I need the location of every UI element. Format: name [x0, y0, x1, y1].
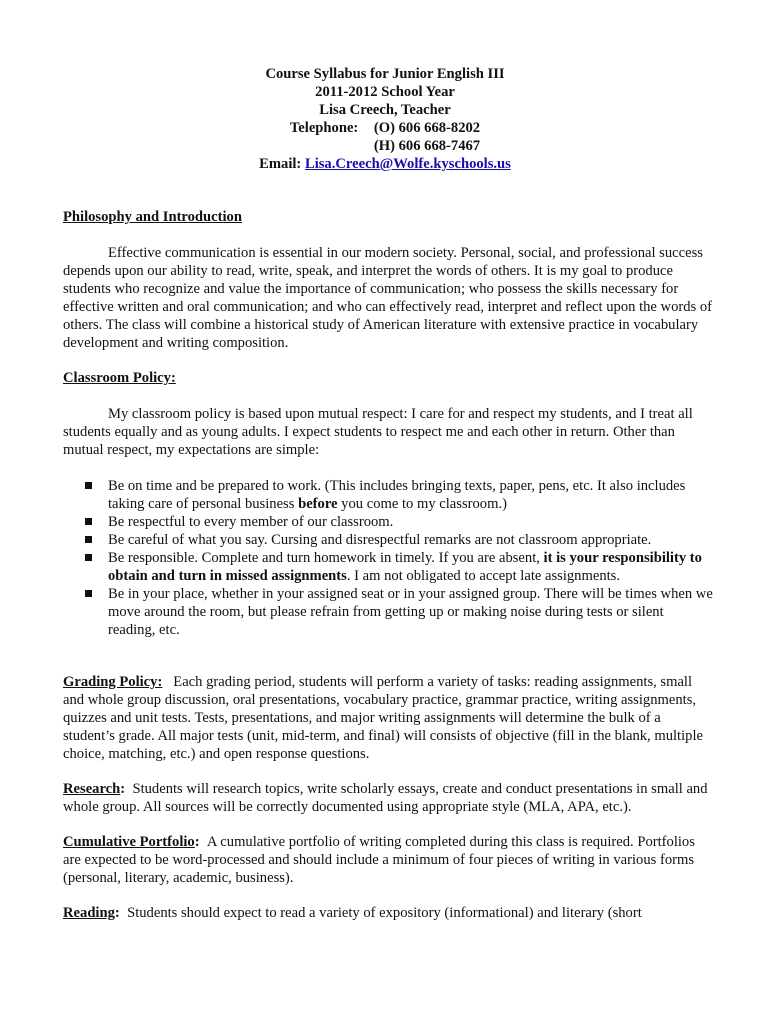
office-phone: (O) 606 668-8202 — [373, 120, 481, 136]
classroom-section — [63, 369, 713, 639]
list-item: Be on time and be prepared to work. (This includes bringing texts, paper, pens, etc. It also includes taking care of personal business before you come to my classroom.) — [63, 477, 713, 513]
square-bullet-icon — [85, 518, 92, 525]
classroom-heading: Classroom Policy: — [63, 370, 176, 386]
reading-heading: Reading — [63, 905, 115, 921]
research-text: Students will research topics, write scholarly essays, create and conduct presentations in small and whole group. All sources will be correctly documented using appropriate style (MLA, APA, etc.). — [63, 781, 708, 815]
square-bullet-icon — [85, 482, 92, 489]
telephone-label: Telephone: — [289, 120, 359, 136]
telephone-block — [0, 119, 770, 155]
square-bullet-icon — [85, 536, 92, 543]
home-phone: (H) 606 668-7467 — [373, 138, 481, 154]
classroom-text: My classroom policy is based upon mutual respect: I care for and respect my students, and I treat all students equally and as young adults. I expect students to respect me and each other in return. Other than mutual respect, my expectations are simple: — [63, 406, 693, 458]
list-item: Be careful of what you say. Cursing and disrespectful remarks are not classroom appropriate. — [63, 531, 713, 549]
school-year: 2011-2012 School Year — [315, 84, 455, 100]
syllabus-header — [0, 65, 770, 173]
research-section: Research: Students will research topics, write scholarly essays, create and conduct presentations in small and whole group. All sources will be correctly documented using appropriate style (MLA, APA, etc.). — [63, 781, 708, 815]
research-heading: Research — [63, 781, 121, 797]
grading-heading: Grading Policy: — [63, 674, 163, 690]
reading-text: Students should expect to read a variety of expository (informational) and literary (short — [127, 905, 642, 921]
email-link[interactable]: Lisa.Creech@Wolfe.kyschools.us — [304, 156, 511, 172]
portfolio-section: Cumulative Portfolio: A cumulative portfolio of writing completed during this class is required. Portfolios are expected to be word-processed and should include a minimum of four pieces of writing in various forms (personal, literary, academic, business). — [63, 834, 695, 886]
email-label: Email: — [259, 156, 302, 172]
list-item: Be responsible. Complete and turn homework in timely. If you are absent, it is your responsibility to obtain and turn in missed assignments. I am not obligated to accept late assignments. — [63, 549, 713, 585]
list-item: Be respectful to every member of our classroom. — [63, 513, 713, 531]
expectations-list — [63, 477, 713, 639]
square-bullet-icon — [85, 554, 92, 561]
reading-section: Reading: Students should expect to read a variety of expository (informational) and literary (short — [63, 905, 642, 921]
list-item: Be in your place, whether in your assigned seat or in your assigned group. There will be times when we move around the room, but please refrain from getting up or making noise during tests or silent reading, etc. — [63, 585, 713, 639]
grading-section — [63, 673, 713, 763]
teacher-name: Lisa Creech, Teacher — [319, 102, 451, 118]
email-line — [0, 155, 770, 173]
philosophy-text: Effective communication is essential in our modern society. Personal, social, and professional success depends upon our ability to read, write, speak, and interpret the words of others. It is my goal to produce students who recognize and value the importance of communication; who possess the skills necessary for effective written and oral communication; and who can effectively read, interpret and reflect upon the words of others. The class will combine a historical study of American literature with extensive practice in vocabulary development and writing composition. — [63, 245, 713, 351]
portfolio-heading: Cumulative Portfolio — [63, 834, 195, 850]
square-bullet-icon — [85, 590, 92, 597]
philosophy-heading: Philosophy and Introduction — [63, 209, 242, 225]
grading-text: Each grading period, students will perform a variety of tasks: reading assignments, small and whole group discussion, oral presentations, vocabulary practice, grammar practice, writing assignments, quizzes and unit tests. Tests, presentations, and major writing assignments will determine the bulk of a student’s grade. All major tests (unit, mid-term, and final) will consists of objective (fill in the blank, multiple choice, matching, etc.) and open response questions. — [63, 674, 703, 762]
portfolio-text: A cumulative portfolio of writing completed during this class is required. Portfolios are expected to be word-processed and should include a minimum of four pieces of writing in various forms (personal, literary, academic, business). — [63, 834, 695, 886]
philosophy-section — [63, 208, 713, 352]
course-title: Course Syllabus for Junior English III — [265, 66, 505, 82]
